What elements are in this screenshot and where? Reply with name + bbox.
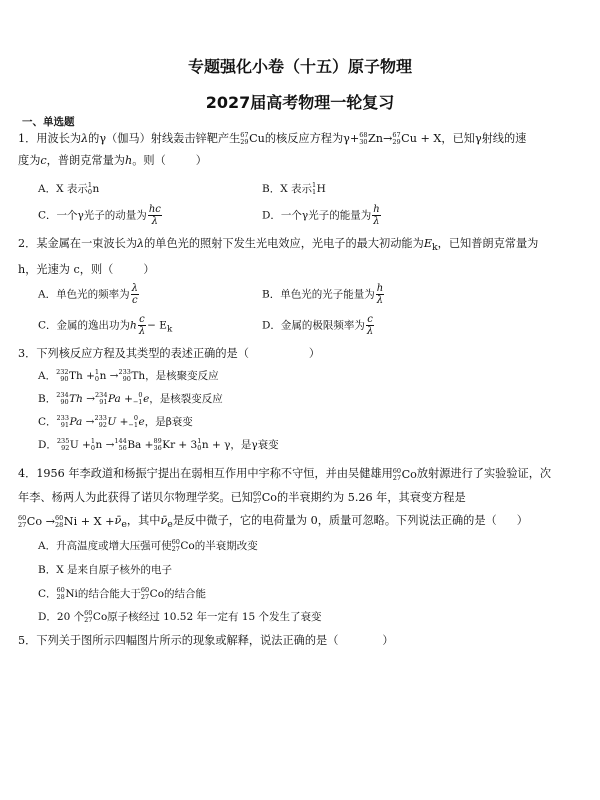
section-heading: 一、单选题	[22, 116, 75, 128]
q2-option-d-fraction	[366, 314, 374, 337]
atomic-number: 27	[140, 593, 150, 601]
q4-option-d[interactable]	[38, 608, 322, 626]
mass-number: 60	[55, 513, 64, 522]
cu2-mass: 67	[392, 131, 401, 139]
nuclide	[95, 390, 133, 408]
q3-text: 下列核反应方程及其类型的表述正确的是（	[36, 347, 249, 360]
q1-h: h	[125, 154, 133, 167]
atomic-number: 27	[18, 520, 27, 529]
antineutrino-sub: e	[167, 519, 173, 531]
nuclide-symbol: Co	[261, 491, 278, 504]
nuclide-symbol: Th +	[69, 370, 95, 382]
q1-option-c[interactable]	[38, 204, 163, 227]
q3-option-c[interactable]	[38, 413, 193, 431]
nuclide	[91, 436, 115, 454]
q3-option-b[interactable]	[38, 390, 223, 408]
fraction-denominator: c	[131, 295, 138, 306]
q1-plus: +	[349, 132, 360, 145]
q1-option-b[interactable]	[262, 180, 326, 198]
q4-line2-b: 的半衰期约为 5.26 年，其衰变方程是	[277, 490, 466, 504]
atomic-number: −1	[132, 398, 143, 406]
q4-option-b[interactable]	[38, 561, 172, 579]
q1-gamma: γ	[343, 132, 350, 145]
q3-a-desc: ，是核聚变反应	[145, 370, 219, 382]
fraction-denominator: λ	[151, 216, 158, 227]
q2-option-c-label: C．金属的逸出功为	[38, 319, 131, 332]
nuclide-zn	[359, 128, 383, 150]
atomic-number: 0	[197, 444, 202, 452]
q2-lambda: λ	[137, 237, 145, 250]
q1-c: c	[40, 154, 47, 167]
q2-text-a: 某金属在一束波长为	[36, 237, 138, 250]
mass-number: 89	[153, 437, 162, 445]
q3-text-end: ）	[308, 347, 321, 360]
atomic-number: 90	[60, 398, 69, 406]
atomic-number: 0	[94, 375, 100, 383]
q4-number: 4．	[18, 467, 37, 480]
atomic-number: 36	[153, 444, 162, 452]
mass-number: 60	[18, 513, 27, 522]
nuclide	[95, 367, 119, 385]
q2-option-c-fraction	[138, 314, 146, 337]
q3-b-label: B．	[38, 393, 57, 405]
mass-number: 235	[56, 437, 70, 445]
q3-a-label: A．	[38, 370, 57, 382]
q4-line1-a: 1956 年李政道和杨振宁提出在弱相互作用中宇称不守恒，并由吴健雄用	[36, 467, 393, 480]
mass-number: 233	[118, 368, 131, 376]
q1-option-a-label: A．X 表示	[38, 183, 88, 195]
q5-text: 下列关于图所示四幅图片所示的现象或解释，说法正确的是（	[36, 634, 339, 647]
q4-line3-b: ，其中	[126, 514, 161, 527]
nuclide-co	[141, 585, 164, 603]
nuclide-symbol: n →	[99, 370, 119, 382]
neutron-charge: 0	[87, 188, 93, 196]
q4-option-a[interactable]	[38, 537, 258, 555]
nuclide	[57, 413, 95, 431]
atomic-number: 27	[84, 616, 93, 624]
fraction-denominator: λ	[373, 216, 380, 227]
nuclide	[197, 436, 230, 454]
nuclide-symbol: Co	[149, 588, 165, 600]
nuclide	[114, 436, 153, 454]
q1-option-b-label: B．X 表示	[262, 183, 313, 195]
q4-option-c-label: C．	[38, 588, 57, 600]
mass-number: 60	[392, 466, 402, 475]
cu-symbol: Cu	[249, 132, 265, 145]
q1-line2-a: 度为	[18, 154, 41, 167]
mass-number: 234	[56, 391, 69, 399]
fraction-numerator: h	[376, 283, 384, 294]
cu-mass: 67	[240, 131, 249, 139]
atomic-number: 92	[98, 421, 107, 429]
q2-option-b-fraction	[376, 283, 384, 306]
mass-number: 60	[84, 609, 93, 617]
q1-line2-d: ）	[195, 154, 207, 167]
atomic-number: 91	[99, 398, 108, 406]
mass-number: 0	[133, 414, 138, 422]
question-5	[18, 630, 586, 652]
q2-option-b[interactable]	[262, 283, 385, 306]
cu-charge: 29	[240, 138, 249, 146]
mass-number: 1	[197, 437, 202, 445]
mass-number: 232	[56, 368, 69, 376]
nuclide-co	[253, 486, 277, 509]
atomic-number: 0	[90, 444, 95, 452]
page-subtitle: 2027届高考物理一轮复习	[205, 93, 395, 112]
q3-b-desc: ，是核裂变反应	[149, 393, 223, 405]
q3-c-label: C．	[38, 416, 57, 428]
fraction-numerator: λ	[131, 283, 138, 294]
fraction-denominator: λ	[376, 295, 384, 306]
q4-option-a-text-b: 的半衰期改变	[194, 540, 258, 552]
q1-arrow: →	[383, 132, 393, 145]
atomic-number: 92	[61, 444, 70, 452]
nuclide-co	[393, 463, 417, 486]
page-title: 专题强化小卷（十五）原子物理	[187, 57, 412, 76]
q2-option-a-label: A．单色光的频率为	[38, 288, 130, 301]
nuclide-symbol: Pa →	[69, 416, 95, 428]
proton-symbol: H	[316, 183, 326, 195]
nuclide-symbol: Co	[180, 540, 195, 552]
mass-number: 144	[114, 437, 127, 445]
mass-number: 60	[252, 490, 262, 498]
nuclide-symbol: n + γ	[201, 439, 231, 451]
q5-number: 5．	[18, 634, 37, 647]
q2-option-d[interactable]	[262, 314, 375, 337]
mass-number: 233	[56, 414, 69, 422]
q2-option-c[interactable]	[38, 314, 172, 339]
q1-option-a[interactable]	[38, 180, 99, 198]
q1-text-b: 的γ（伽马）射线轰击锌靶产生	[88, 132, 241, 145]
nuclide-co	[84, 608, 107, 626]
mass-number: 60	[171, 538, 180, 546]
fraction-denominator: λ	[138, 326, 146, 337]
mass-number: 233	[94, 414, 107, 422]
q2-line2-end: ）	[143, 263, 155, 277]
nuclide-symbol: Th	[131, 370, 146, 382]
atomic-number: 27	[171, 545, 180, 553]
q1-option-d-fraction	[372, 204, 380, 227]
q4-line3-end: ）	[516, 514, 528, 527]
q5-text-end: ）	[382, 634, 394, 647]
zn-charge: 30	[359, 138, 368, 146]
question-1	[18, 128, 586, 172]
q4-option-c-text-c: 的结合能	[164, 588, 207, 600]
q2-number: 2．	[18, 237, 37, 250]
q1-option-d-label: D．一个γ光子的能量为	[262, 209, 372, 222]
fraction-denominator: λ	[366, 326, 374, 337]
nuclide	[57, 436, 91, 454]
neutron-mass: 1	[87, 181, 93, 189]
nuclide-symbol: Ba +	[127, 439, 154, 451]
q1-line2-b: ，普朗克常量为	[46, 154, 125, 167]
nuclide-ni	[57, 585, 78, 603]
atomic-number: 91	[60, 421, 69, 429]
question-4	[18, 462, 586, 536]
mass-number: 1	[90, 437, 95, 445]
mass-number: 60	[56, 586, 65, 594]
question-3	[18, 343, 586, 365]
nuclide-cu-2	[392, 128, 441, 150]
antineutrino-symbol: ν̄	[160, 514, 168, 527]
fraction-numerator: c	[367, 314, 373, 325]
q4-line3-c: 是反中微子，它的电荷量为 0，质量可忽略。下列说法正确的是（	[172, 514, 497, 527]
question-2	[18, 233, 586, 281]
cu2-charge: 29	[392, 138, 401, 146]
q4-line1-b: 放射源进行了实验验证，次	[416, 467, 552, 480]
q2-option-d-label: D．金属的极限频率为	[262, 319, 365, 332]
q3-c-desc: ，是β衰变	[144, 416, 193, 428]
q3-d-desc: ，是γ衰变	[230, 439, 279, 451]
nuclide	[56, 390, 95, 408]
atomic-number: 90	[60, 375, 69, 383]
q1-option-c-fraction	[148, 204, 162, 227]
fraction-numerator: c	[139, 314, 145, 325]
q2-line2: h，光速为 c，则（	[18, 263, 114, 277]
q2-option-b-label: B．单色光的光子能量为	[262, 288, 375, 301]
nuclide-symbol: Pa +	[107, 393, 133, 405]
nuclide-co	[172, 537, 195, 555]
atomic-number: 27	[392, 473, 402, 482]
q3-d-label: D．	[38, 439, 57, 451]
nuclide-symbol: Ni	[65, 588, 78, 600]
mass-number: 60	[140, 586, 150, 594]
atomic-number: 27	[252, 497, 262, 505]
nuclide-symbol: U +	[107, 416, 129, 428]
nuclide-cu	[240, 128, 265, 150]
atomic-number: 28	[55, 520, 64, 529]
nuclide	[94, 413, 128, 431]
q4-option-c-text: 的结合能大于	[77, 588, 141, 600]
nuclide-symbol: Co →	[26, 514, 56, 528]
nuclide	[133, 390, 149, 408]
q1-line2-c: 。则（	[132, 154, 166, 167]
nuclide-symbol: Co	[401, 467, 417, 481]
nuclide	[56, 367, 95, 385]
nuclide-symbol: U +	[69, 439, 91, 451]
zn-mass: 68	[359, 131, 368, 139]
cu2-symbol: Cu + X	[401, 132, 442, 145]
neutron-symbol: n	[92, 183, 100, 195]
q4-option-d-label: D．20 个	[38, 611, 85, 623]
q1-text-c: 的核反应方程为	[264, 132, 344, 145]
q2-option-c-post: − E	[147, 319, 167, 332]
q4-option-d-text: 原子核经过 10.52 年一定有 15 个发生了衰变	[107, 611, 322, 623]
nuclide-symbol: e	[138, 416, 145, 428]
mass-number: 1	[94, 368, 100, 376]
nuclide-symbol: Kr + 3	[162, 439, 198, 451]
q1-lambda: λ	[81, 132, 89, 145]
nuclide-symbol: Co	[92, 611, 108, 623]
nuclide-neutron	[88, 180, 99, 198]
q1-option-d[interactable]	[262, 204, 382, 227]
q2-ek-sub: k	[431, 242, 438, 254]
nuclide-co	[18, 510, 55, 533]
nuclide-symbol: Th →	[69, 393, 96, 405]
nuclide	[118, 367, 145, 385]
nuclide-symbol: e	[143, 393, 150, 405]
q2-option-c-h: h	[130, 319, 137, 332]
atomic-number: 90	[122, 375, 131, 383]
q1-text-d: ，已知γ射线的速	[441, 132, 527, 145]
fraction-numerator: hc	[148, 204, 161, 215]
q2-ek: E	[423, 237, 432, 250]
fraction-numerator: h	[373, 204, 380, 215]
q2-option-a[interactable]	[38, 283, 140, 306]
atomic-number: −1	[128, 421, 138, 429]
atomic-number: 56	[118, 444, 127, 452]
zn-symbol: Zn	[368, 132, 383, 145]
q3-number: 3．	[18, 347, 37, 360]
nuclide-symbol: n →	[95, 439, 115, 451]
q4-option-b-text: B．X 是来自原子核外的电子	[38, 564, 173, 576]
proton-mass: 1	[312, 181, 317, 189]
mass-number: 0	[138, 391, 143, 399]
nuclide	[128, 413, 144, 431]
q2-option-c-sub: k	[166, 324, 173, 335]
q2-text-c: ，已知普朗克常量为	[437, 237, 539, 250]
q1-number: 1．	[18, 132, 37, 145]
proton-charge: 1	[312, 188, 317, 196]
q4-line2: 年李、杨两人为此获得了诺贝尔物理学奖。已知	[18, 490, 253, 504]
mass-number: 234	[95, 391, 108, 399]
q3-option-a[interactable]	[38, 367, 219, 385]
nuclide-proton	[312, 180, 326, 198]
nuclide	[153, 436, 197, 454]
q1-option-c-label: C．一个γ光子的动量为	[38, 209, 147, 222]
nuclide-symbol: Ni + X +	[63, 514, 115, 528]
q3-option-d[interactable]	[38, 436, 279, 454]
nuclide-ni	[55, 510, 115, 533]
antineutrino-sub: e	[121, 519, 127, 531]
q1-text-a: 用波长为	[36, 132, 82, 145]
antineutrino-symbol: ν̄	[114, 514, 122, 527]
q2-text-b: 的单色光的照射下发生光电效应，光电子的最大初动能为	[144, 237, 424, 250]
q4-option-a-text: A．升高温度或增大压强可使	[38, 540, 172, 552]
q4-option-c[interactable]	[38, 585, 206, 603]
atomic-number: 28	[56, 593, 65, 601]
q2-option-a-fraction	[131, 283, 139, 306]
